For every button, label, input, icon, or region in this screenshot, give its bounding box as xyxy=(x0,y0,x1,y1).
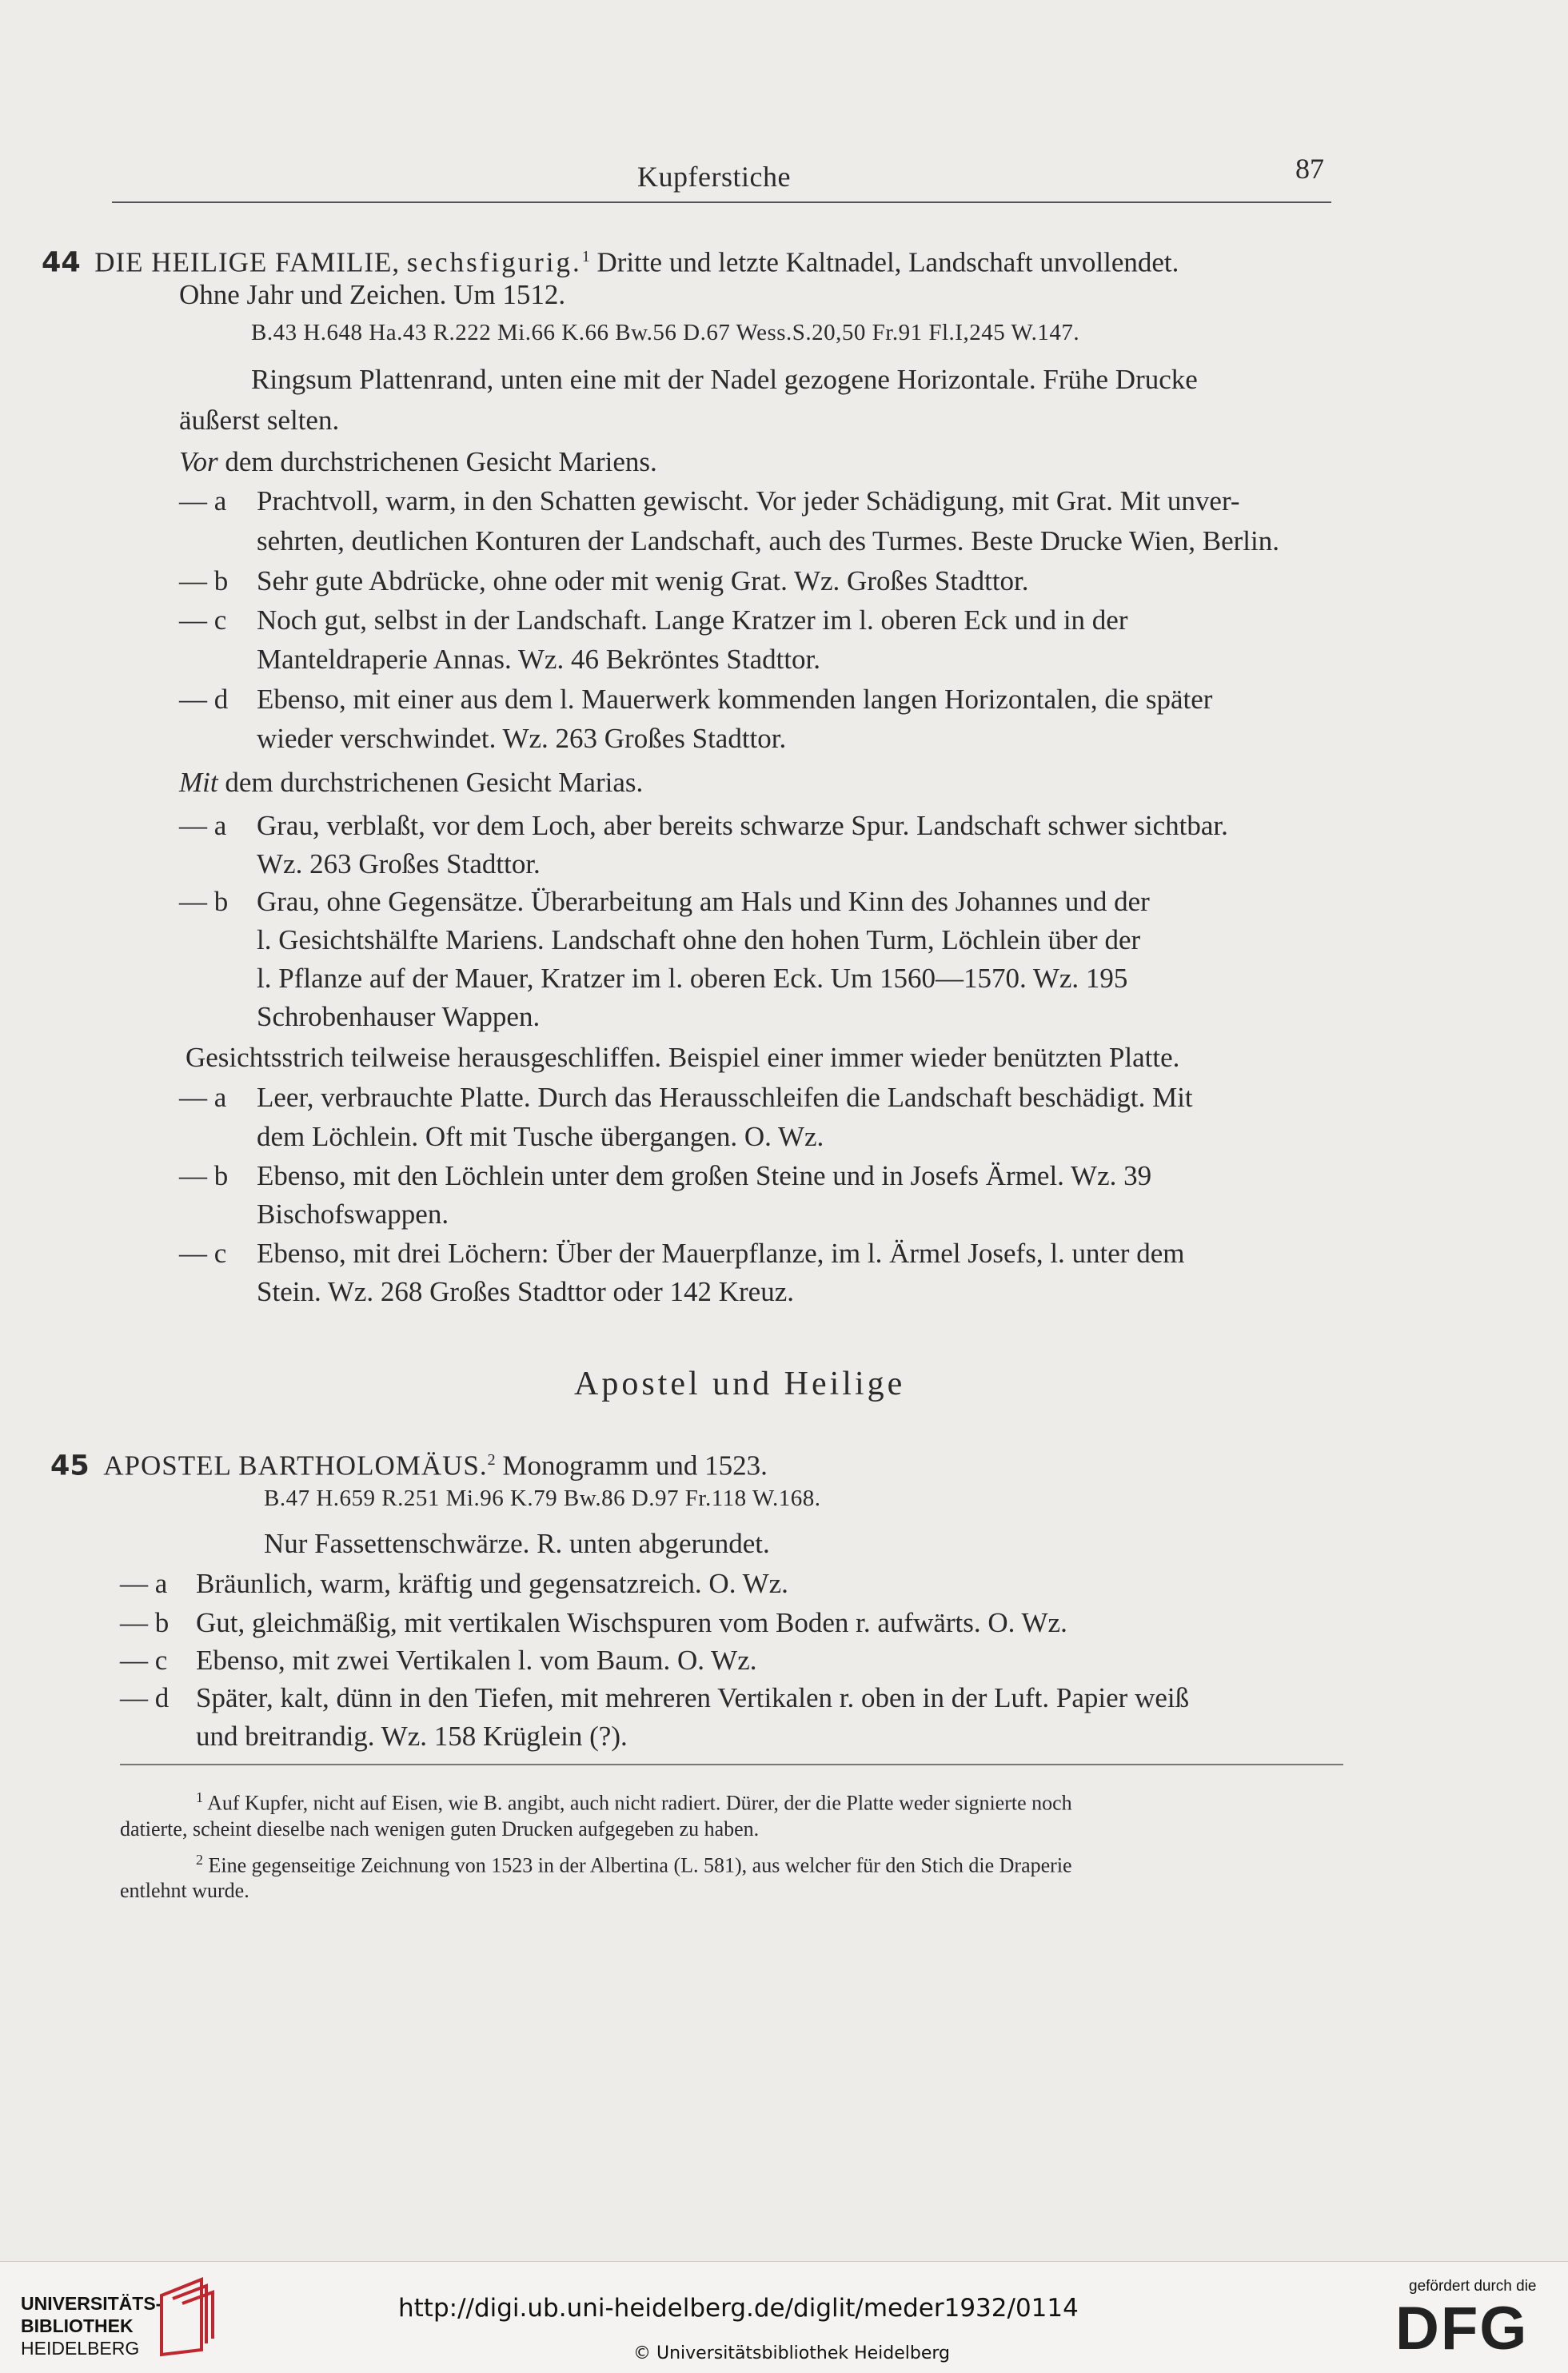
copyright-notice: © Universitätsbibliothek Heidelberg xyxy=(633,2343,951,2363)
note-line: äußerst selten. xyxy=(179,405,340,436)
footnote-rule xyxy=(120,1764,1343,1765)
state-text: Grau, verblaßt, vor dem Loch, aber bereits schwarze Spur. Landschaft schwer sichtbar. xyxy=(257,810,1228,841)
state-group-heading: Gesichtsstrich teilweise herausgeschliffen. Beispiel einer immer wieder benützten Platte. xyxy=(186,1042,1180,1073)
footnote-mark: 2 xyxy=(487,1451,496,1469)
funding-label: gefördert durch die xyxy=(1409,2278,1537,2295)
catalogue-references: B.47 H.659 R.251 Mi.96 K.79 Bw.86 D.97 Fr.118 W.168. xyxy=(264,1486,821,1511)
logo-line: UNIVERSITÄTS- xyxy=(21,2293,162,2314)
state-text: Wz. 263 Großes Stadttor. xyxy=(257,848,541,879)
state-text: l. Gesichtshälfte Mariens. Landschaft ohne den hohen Turm, Löchlein über der xyxy=(257,924,1141,955)
entry-45-heading xyxy=(50,1442,768,1485)
footnote-mark: 2 xyxy=(196,1852,203,1868)
state-text: Schrobenhauser Wappen. xyxy=(257,1001,541,1032)
state-text: Bischofswappen. xyxy=(257,1198,449,1230)
note-line: Nur Fassettenschwärze. R. unten abgerundet. xyxy=(264,1528,770,1559)
permalink-url[interactable]: http://digi.ub.uni-heidelberg.de/diglit/meder1932/0114 xyxy=(398,2294,1079,2323)
state-label: — a xyxy=(179,810,227,841)
state-label: — b xyxy=(179,886,229,917)
page-number: 87 xyxy=(1295,153,1324,185)
state-text: Ebenso, mit zwei Vertikalen l. vom Baum. O. Wz. xyxy=(196,1645,757,1676)
state-text: und breitrandig. Wz. 158 Krüglein (?). xyxy=(196,1721,628,1752)
state-text: Manteldraperie Annas. Wz. 46 Bekröntes Stadttor. xyxy=(257,644,821,675)
state-text: Später, kalt, dünn in den Tiefen, mit mehreren Vertikalen r. oben in der Luft. Papier weiß xyxy=(196,1682,1190,1713)
state-group-heading xyxy=(179,444,657,481)
italic-word: Vor xyxy=(179,446,218,477)
dfg-logo: DFG xyxy=(1395,2295,1529,2363)
state-group-heading xyxy=(179,764,643,801)
state-label: — c xyxy=(179,1238,227,1269)
state-text: Bräunlich, warm, kräftig und gegensatzreich. O. Wz. xyxy=(196,1568,788,1599)
header-rule xyxy=(112,201,1331,203)
state-label: — b xyxy=(120,1607,170,1638)
state-text: Ebenso, mit den Löchlein unter dem großen Steine und in Josefs Ärmel. Wz. 39 xyxy=(257,1160,1152,1191)
footnote-mark: 1 xyxy=(196,1789,203,1805)
library-logo-icon xyxy=(158,2275,219,2358)
entry-subtitle: sechsfigurig. xyxy=(406,246,582,278)
state-text: Ebenso, mit einer aus dem l. Mauerwerk kommenden langen Horizontalen, die später xyxy=(257,684,1213,715)
running-header: Kupferstiche xyxy=(637,161,791,193)
state-label: — a xyxy=(179,1082,227,1113)
state-text: Leer, verbrauchte Platte. Durch das Herausschleifen die Landschaft beschädigt. Mit xyxy=(257,1082,1193,1113)
logo-line: HEIDELBERG xyxy=(21,2338,140,2359)
footnote-mark: 1 xyxy=(581,248,590,265)
state-label: — b xyxy=(179,565,229,596)
heading-text: dem durchstrichenen Gesicht Mariens. xyxy=(225,446,657,477)
digitization-footer xyxy=(0,2261,1568,2373)
state-text: wieder verschwindet. Wz. 263 Großes Stadttor. xyxy=(257,723,787,754)
state-text: l. Pflanze auf der Mauer, Kratzer im l. oberen Eck. Um 1560—1570. Wz. 195 xyxy=(257,963,1128,994)
entry-description: Dritte und letzte Kaltnadel, Landschaft unvollendet. xyxy=(596,246,1179,278)
footnote-2 xyxy=(196,1844,1072,1882)
state-label: — d xyxy=(120,1682,170,1713)
entry-title: APOSTEL BARTHOLOMÄUS. xyxy=(103,1450,488,1482)
heading-text: dem durchstrichenen Gesicht Marias. xyxy=(225,767,644,798)
entry-title: DIE HEILIGE FAMILIE, xyxy=(94,246,401,278)
entry-description: Monogramm und 1523. xyxy=(502,1450,768,1482)
footnote-text: Eine gegenseitige Zeichnung von 1523 in der Albertina (L. 581), aus welcher für den Stich die Draperie xyxy=(208,1853,1072,1877)
footnote-text: Auf Kupfer, nicht auf Eisen, wie B. angibt, auch nicht radiert. Dürer, der die Platte weder signierte noch xyxy=(207,1791,1072,1815)
entry-number: 44 xyxy=(42,246,81,279)
entry-date: Ohne Jahr und Zeichen. Um 1512. xyxy=(179,279,566,310)
state-text: Ebenso, mit drei Löchern: Über der Mauerpflanze, im l. Ärmel Josefs, l. unter dem xyxy=(257,1238,1185,1269)
footnote-text: datierte, scheint dieselbe nach wenigen guten Drucken aufgegeben zu haben. xyxy=(120,1817,760,1841)
italic-word: Mit xyxy=(179,767,218,798)
state-text: dem Löchlein. Oft mit Tusche übergangen. O. Wz. xyxy=(257,1121,824,1152)
state-text: Sehr gute Abdrücke, ohne oder mit wenig Grat. Wz. Großes Stadttor. xyxy=(257,565,1029,596)
state-label: — d xyxy=(179,684,229,715)
state-label: — c xyxy=(179,604,227,636)
logo-line: BIBLIOTHEK xyxy=(21,2315,134,2336)
state-text: Noch gut, selbst in der Landschaft. Lange Kratzer im l. oberen Eck und in der xyxy=(257,604,1128,636)
state-text: Prachtvoll, warm, in den Schatten gewischt. Vor jeder Schädigung, mit Grat. Mit unver- xyxy=(257,485,1240,516)
state-text: Gut, gleichmäßig, mit vertikalen Wischspuren vom Boden r. aufwärts. O. Wz. xyxy=(196,1607,1067,1638)
section-heading: Apostel und Heilige xyxy=(574,1366,906,1402)
state-text: Stein. Wz. 268 Großes Stadttor oder 142 Kreuz. xyxy=(257,1276,794,1307)
state-label: — c xyxy=(120,1645,168,1676)
state-text: sehrten, deutlichen Konturen der Landschaft, auch des Turmes. Beste Drucke Wien, Berlin. xyxy=(257,525,1279,556)
state-label: — b xyxy=(179,1160,229,1191)
note-line: Ringsum Plattenrand, unten eine mit der Nadel gezogene Horizontale. Frühe Drucke xyxy=(251,364,1198,395)
entry-number: 45 xyxy=(50,1450,90,1482)
state-text: Grau, ohne Gegensätze. Überarbeitung am Hals und Kinn des Johannes und der xyxy=(257,886,1150,917)
footnote-text: entlehnt wurde. xyxy=(120,1879,249,1902)
entry-44-heading xyxy=(42,238,1179,281)
state-label: — a xyxy=(120,1568,168,1599)
catalogue-references: B.43 H.648 Ha.43 R.222 Mi.66 K.66 Bw.56 D.67 Wess.S.20,50 Fr.91 Fl.I,245 W.147. xyxy=(251,320,1080,345)
library-logo-text xyxy=(21,2292,162,2359)
state-label: — a xyxy=(179,485,227,516)
